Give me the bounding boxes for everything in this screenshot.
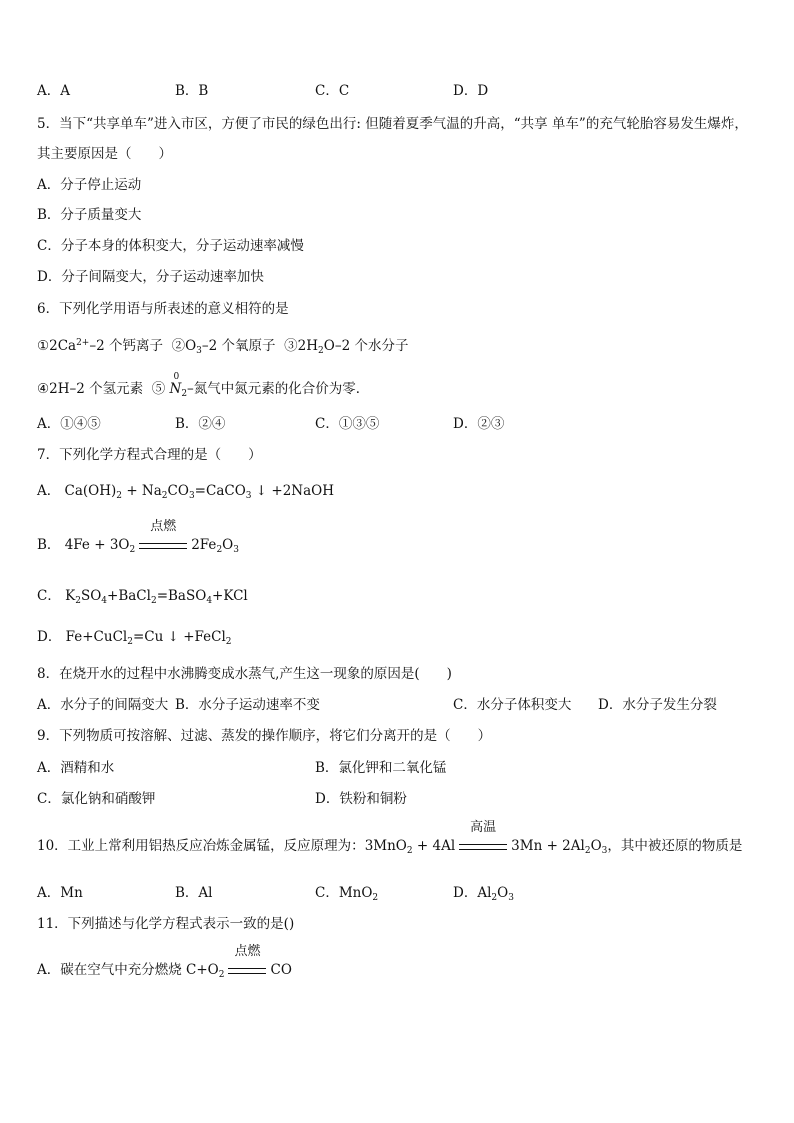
q6-option-a: A．①④⑤ — [37, 416, 101, 432]
q7-stem: 7．下列化学方程式合理的是（ ） — [37, 447, 262, 463]
q6-items-line2 — [37, 372, 370, 399]
q11-stem: 11．下列描述与化学方程式表示一致的是() — [37, 916, 295, 932]
q9-stem: 9．下列物质可按溶解、过滤、蒸发的操作顺序，将它们分离开的是（ ） — [37, 728, 492, 744]
q5-stem-line1: 5．当下“共享单车”进入市区，方便了市民的绿色出行: 但随着夏季气温的升高，“共享 单车”的充气轮胎容易发生爆炸， — [37, 116, 748, 132]
item-number: ① — [37, 338, 50, 354]
q7-option-d: D． Fe+CuCl$_2$=Cu ↓ +FeCl$_2$ — [37, 629, 232, 647]
item-number: ② — [171, 338, 186, 354]
q9-option-b: B．氯化钾和二氧化锰 — [315, 760, 447, 776]
q5-option-c: C．分子本身的体积变大，分子运动速率减慢 — [37, 238, 304, 254]
q5-option-a: A．分子停止运动 — [37, 177, 142, 193]
formula: O — [185, 338, 197, 354]
q5-stem-line2: 其主要原因是（ ） — [37, 146, 172, 162]
reaction-condition: 点燃 — [224, 960, 270, 980]
q4-option-c: C．C — [315, 83, 350, 99]
q11-option-a: A．碳在空气中充分燃烧 $C+O_2$ 点燃 CO — [37, 944, 292, 980]
nitrogen-symbol: 0 N — [170, 379, 182, 399]
q10-stem: 10．工业上常利用铝热反应冶炼金属锰，反应原理为：3MnO$_2$ + 4Al 高温 $3Mn + 2Al_2O_3$，其中被还原的物质是 — [37, 820, 743, 856]
q9-option-d: D．铁粉和铜粉 — [315, 791, 407, 807]
meaning: –氮气中氮元素的化合价为零． — [187, 381, 370, 397]
formula: 2H — [297, 338, 319, 354]
item-number: ⑤ — [151, 381, 166, 397]
q9-option-a: A．酒精和水 — [37, 760, 115, 776]
q6-option-d: D．②③ — [453, 416, 505, 432]
q4-option-d: D．D — [453, 83, 489, 99]
q8-stem: 8．在烧开水的过程中水沸腾变成水蒸气,产生这一现象的原因是( ) — [37, 666, 452, 682]
q5-option-d: D．分子间隔变大，分子运动速率加快 — [37, 269, 264, 285]
item-number: ④ — [37, 381, 50, 397]
reaction-condition: 点燃 — [135, 535, 191, 555]
q5-option-b: B．分子质量变大 — [37, 207, 142, 223]
formula: 2Ca — [49, 338, 77, 354]
meaning: –2 个钙离子 — [89, 338, 163, 354]
q7-option-a: A． $Ca(OH)_2$ + $Na_2CO_3=CaCO_3$ ↓ +2NaOH — [37, 483, 334, 501]
q7-option-c: C． $K_2SO_4+BaCl_2=BaSO_4+KCl$ — [37, 588, 248, 606]
q10-option-b: B．Al — [175, 885, 213, 901]
valence-zero: 0 — [173, 372, 180, 382]
reaction-condition: 高温 — [455, 836, 511, 856]
q6-stem: 6．下列化学用语与所表述的意义相符的是 — [37, 301, 289, 317]
q6-option-c: C．①③⑤ — [315, 416, 380, 432]
q8-option-b: B．水分子运动速率不变 — [175, 697, 320, 713]
subscript: 2 — [318, 346, 324, 356]
subscript: 3 — [196, 346, 202, 356]
subscript: 2 — [181, 389, 188, 399]
formula: O — [323, 338, 335, 354]
item-number: ③ — [284, 338, 298, 354]
q10-option-a: A．Mn — [37, 885, 83, 901]
q4-option-a: A．A — [37, 83, 70, 99]
q7-option-b: B． $4Fe + 3O_2$ 点燃 $2Fe_2O_3$ — [37, 519, 239, 555]
q8-option-c: C．水分子体积变大 — [453, 697, 572, 713]
meaning: –2 个水分子 — [334, 338, 409, 354]
q9-option-c: C．氯化钠和硝酸钾 — [37, 791, 156, 807]
formula: 2H–2 个氢元素 — [49, 381, 144, 397]
q10-option-d: D．$Al_2O_3$ — [453, 885, 514, 903]
q8-option-a: A．水分子的间隔变大 — [37, 697, 169, 713]
superscript: 2+ — [76, 338, 90, 348]
q6-items-line1 — [37, 336, 408, 356]
q10-option-c: C．MnO$_2$ — [315, 885, 379, 903]
meaning: –2 个氧原子 — [201, 338, 276, 354]
q4-option-b: B．B — [175, 83, 209, 99]
q6-option-b: B．②④ — [175, 416, 226, 432]
q8-option-d: D．水分子发生分裂 — [598, 697, 717, 713]
